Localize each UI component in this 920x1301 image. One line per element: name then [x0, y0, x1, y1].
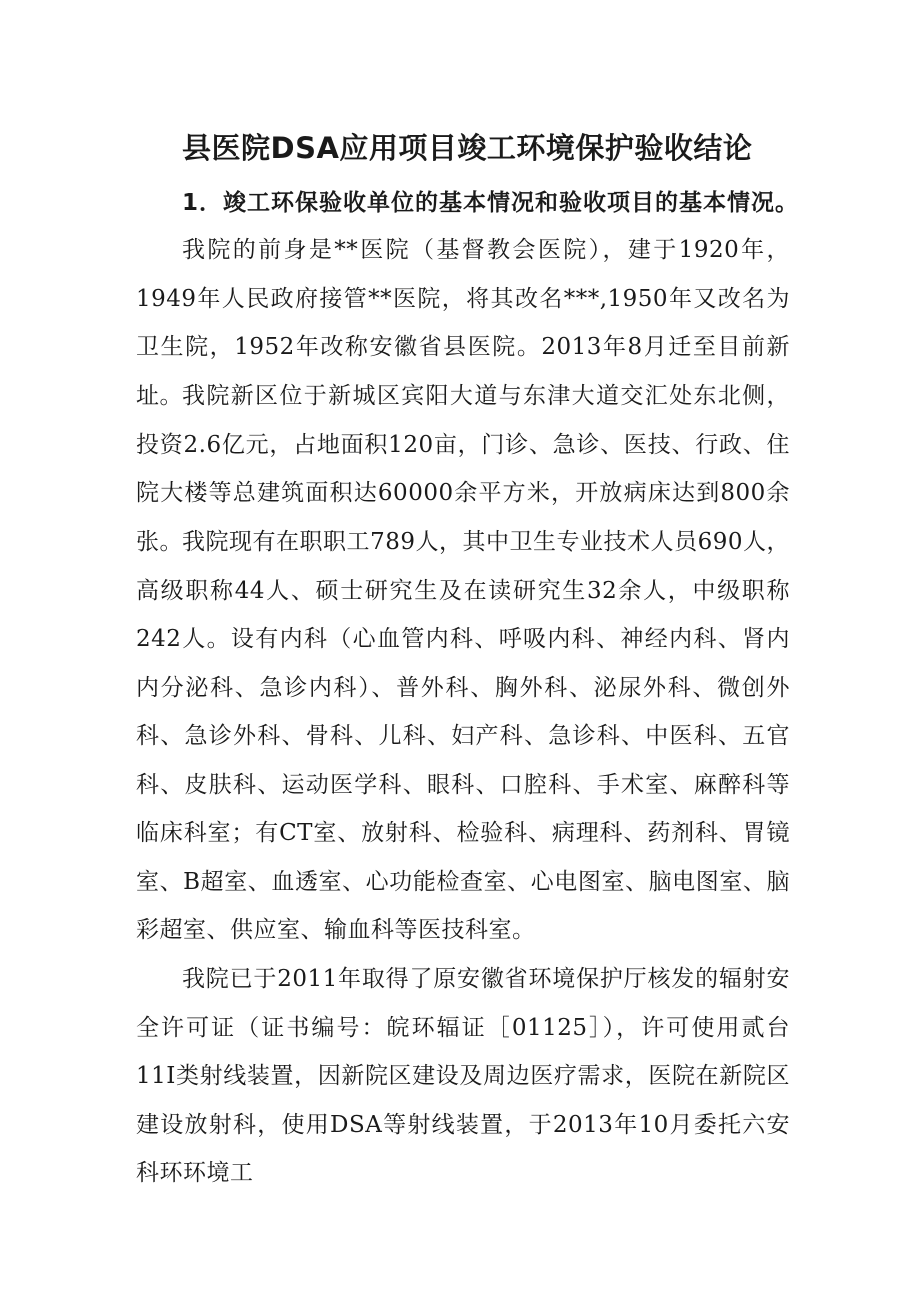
paragraph-staff-departments: 我院现有在职职工789人，其中卫生专业技术人员690人，高级职称44人、硕士研究生及在读研究生32余人，中级职称242人。设有内科（心血管内科、呼吸内科、神经内科、肾内内分泌科、急诊内科）、普外科、胸外科、泌尿外科、微创外科、急诊外科、骨科、儿科、妇产科、急诊科、中医科、五官科、皮肤科、运动医学科、眼科、口腔科、手术室、麻醉科等临床科室；有CT室、放射科、检验科、病理科、药剂科、胃镜室、B超室、血透室、心功能检查室、心电图室、脑电图室、脑彩超室、供应室、输血科等医技科室。	[136, 529, 790, 943]
paragraph-hospital-history: 我院的前身是**医院（基督教会医院），建于1920年，1949年人民政府接管**医院，将其改名***,1950年又改名为卫生院，1952年改称安徽省县医院。2013年8月迁至目前新址。	[136, 237, 790, 409]
paragraph-new-campus: 我院新区位于新城区宾阳大道与东津大道交汇处东北侧，投资2.6亿元，占地面积120亩，门诊、急诊、医技、行政、住院大楼等总建筑面积达60000余平方米，开放病床达到800余张。	[136, 383, 790, 555]
paragraph-radiation-license: 我院已于2011年取得了原安徽省环境保护厅核发的辐射安全许可证（证书编号：皖环辐证［01125］），许可使用贰台11I类射线装置，因新院区建设及周边医疗需求，医院在新院区建设放射科，使用DSA等射线装置，于2013年10月委托六安科环环境工	[136, 966, 790, 1186]
section-heading: 1．竣工环保验收单位的基本情况和验收项目的基本情况。	[182, 190, 800, 216]
document-title: 县医院DSA应用项目竣工环境保护验收结论	[182, 131, 753, 165]
